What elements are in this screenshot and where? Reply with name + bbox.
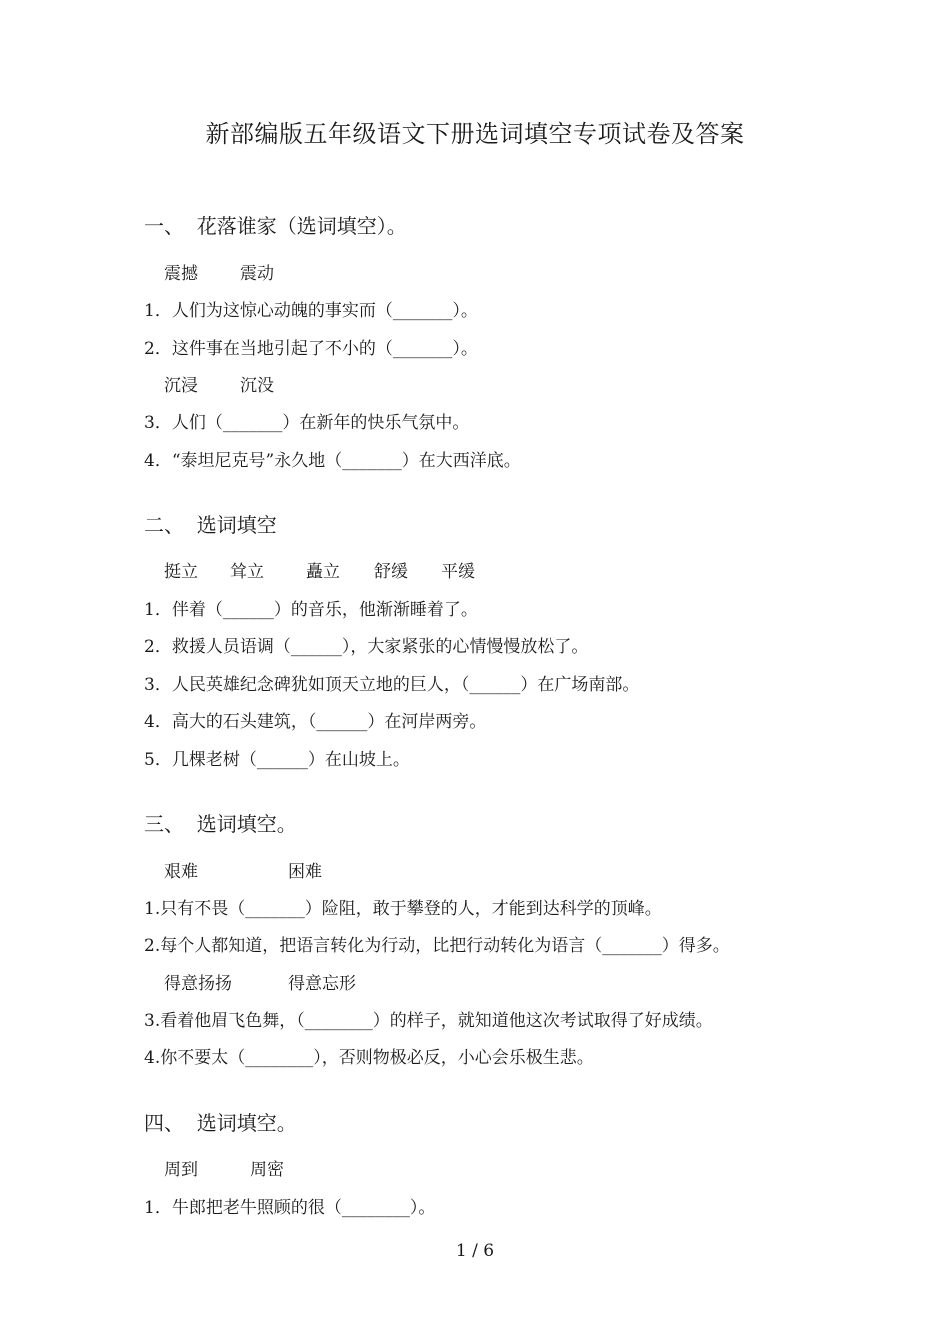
word-choice: 周密 bbox=[250, 1160, 284, 1180]
section-heading-1: 一、 花落谁家（选词填空）。 bbox=[144, 214, 407, 238]
word-choice: 沉浸 bbox=[164, 376, 198, 396]
question-item: 2.每个人都知道，把语言转化为行动，比把行动转化为语言（_______）得多。 bbox=[144, 936, 730, 956]
question-item: 4．高大的石头建筑，（______）在河岸两旁。 bbox=[144, 712, 487, 732]
question-item: 3．人民英雄纪念碑犹如顶天立地的巨人，（______）在广场南部。 bbox=[144, 675, 640, 695]
question-item: 2．救援人员语调（______），大家紧张的心情慢慢放松了。 bbox=[144, 637, 589, 657]
word-choice: 挺立 bbox=[164, 562, 198, 582]
question-item: 1．牛郎把老牛照顾的很（________）。 bbox=[144, 1198, 436, 1218]
question-item: 1．人们为这惊心动魄的事实而（_______）。 bbox=[144, 301, 478, 321]
word-choice: 耸立 bbox=[230, 562, 264, 582]
word-choice: 震动 bbox=[240, 264, 274, 284]
word-choice: 舒缓 bbox=[374, 562, 408, 582]
word-choice: 得意扬扬 bbox=[164, 974, 232, 994]
section-heading-4: 四、 选词填空。 bbox=[144, 1111, 297, 1135]
word-choice: 得意忘形 bbox=[288, 974, 356, 994]
question-item: 4．“泰坦尼克号”永久地（_______）在大西洋底。 bbox=[144, 451, 521, 471]
section-heading-3: 三、 选词填空。 bbox=[144, 812, 297, 836]
word-choice: 震撼 bbox=[164, 264, 198, 284]
question-item: 5．几棵老树（______）在山坡上。 bbox=[144, 750, 410, 770]
word-choice: 艰难 bbox=[164, 862, 198, 882]
question-item: 2．这件事在当地引起了不小的（_______）。 bbox=[144, 339, 478, 359]
question-item: 1.只有不畏（_______）险阻，敢于攀登的人，才能到达科学的顶峰。 bbox=[144, 899, 662, 919]
word-choice: 沉没 bbox=[240, 376, 274, 396]
page-number: 1 / 6 bbox=[455, 1241, 495, 1261]
question-item: 3.看着他眉飞色舞，（________）的样子，就知道他这次考试取得了好成绩。 bbox=[144, 1011, 713, 1031]
word-choice: 周到 bbox=[164, 1160, 198, 1180]
question-item: 3．人们（_______）在新年的快乐气氛中。 bbox=[144, 413, 470, 433]
question-item: 4.你不要太（________），否则物极必反，小心会乐极生悲。 bbox=[144, 1048, 594, 1068]
word-choice: 困难 bbox=[288, 862, 322, 882]
word-choice: 矗立 bbox=[306, 562, 340, 582]
question-item: 1．伴着（______）的音乐，他渐渐睡着了。 bbox=[144, 600, 478, 620]
document-title: 新部编版五年级语文下册选词填空专项试卷及答案 bbox=[205, 120, 745, 148]
section-heading-2: 二、 选词填空 bbox=[144, 513, 277, 537]
word-choice: 平缓 bbox=[441, 562, 475, 582]
